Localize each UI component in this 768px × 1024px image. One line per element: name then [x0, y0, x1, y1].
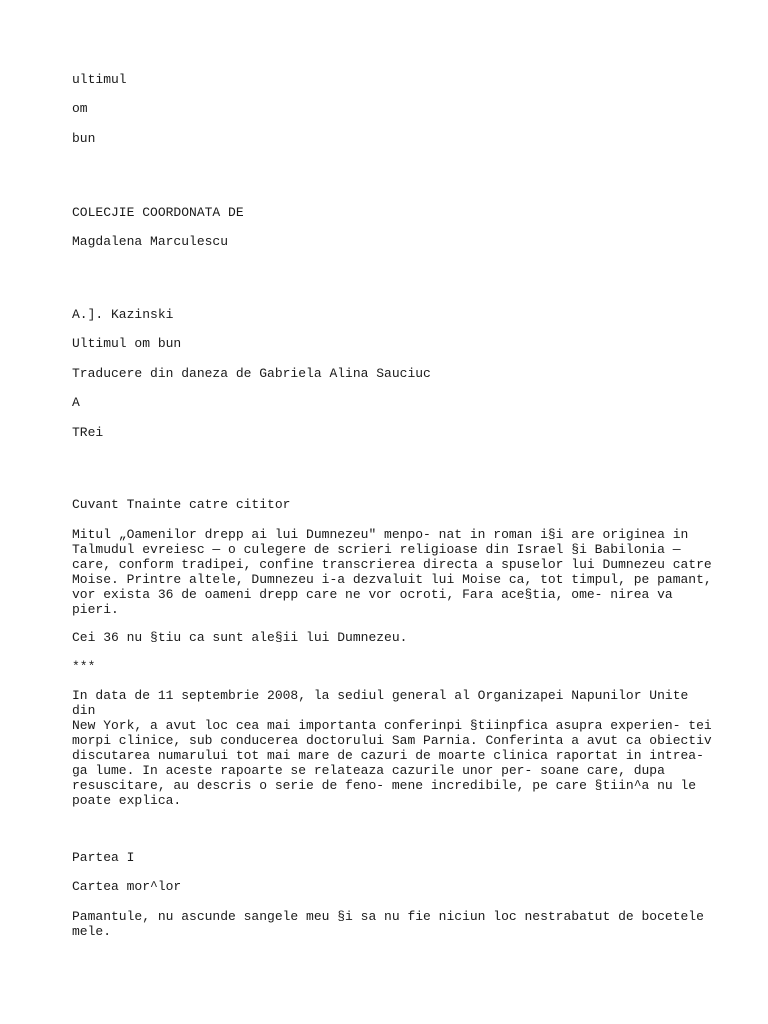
foreword-paragraph-2: Cei 36 nu §tiu ca sunt ale§ii lui Dumnezeu.: [72, 630, 408, 645]
collection-coordinator: Magdalena Marculescu: [72, 234, 229, 249]
foreword-paragraph-3: In data de 11 septembrie 2008, la sediul general al Organizapei Napunilor Unite din New York, a avut loc cea mai importanta conferinpi §tiinpfica asupra experien- tei morpi clinice, sub conducerea doctorului Sam Parnia. Conferinta a avut ca obiectiv discutarea numarului tot mai mare de cazuri de moarte clinica raportat in intrea- ga lume. In aceste rapoarte se relateaza cazurile unor per- soane care, dupa resuscitare, au descris o serie de feno- mene incredibile, pe care §tiin^a nu le poate explica.: [72, 688, 712, 808]
title-line-2: om: [72, 101, 88, 116]
author-name: A.]. Kazinski: [72, 307, 174, 322]
translation-credit: Traducere din daneza de Gabriela Alina Sauciuc: [72, 366, 431, 381]
book-title: Ultimul om bun: [72, 336, 182, 351]
collection-label: COLECJIE COORDONATA DE: [72, 205, 244, 220]
foreword-paragraph-1: Mitul „Oamenilor drepp ai lui Dumnezeu" menpo- nat in roman i§i are originea in Talmudul evreiesc — o culegere de scrieri religioase din Israel §i Babilonia — care, conform tradipei, confine transcrierea directa a spuselor lui Dumnezeu catre Moise. Printre altele, Dumnezeu i-a dezvaluit lui Moise ca, tot timpul, pe pamant, vor exista 36 de oameni drepp care ne vor ocroti, Fara ace§tia, ome- nirea va pieri.: [72, 527, 712, 617]
publisher-mark-2: TRei: [72, 425, 104, 440]
part-epigraph: Pamantule, nu ascunde sangele meu §i sa nu fie niciun loc nestrabatut de bocetele mele.: [72, 909, 704, 939]
title-line-3: bun: [72, 131, 96, 146]
publisher-mark-1: A: [72, 395, 80, 410]
part-book-name: Cartea mor^lor: [72, 879, 182, 894]
part-label: Partea I: [72, 850, 135, 865]
foreword-heading: Cuvant Tnainte catre cititor: [72, 497, 291, 512]
title-line-1: ultimul: [72, 72, 127, 87]
section-separator: ***: [72, 659, 96, 674]
